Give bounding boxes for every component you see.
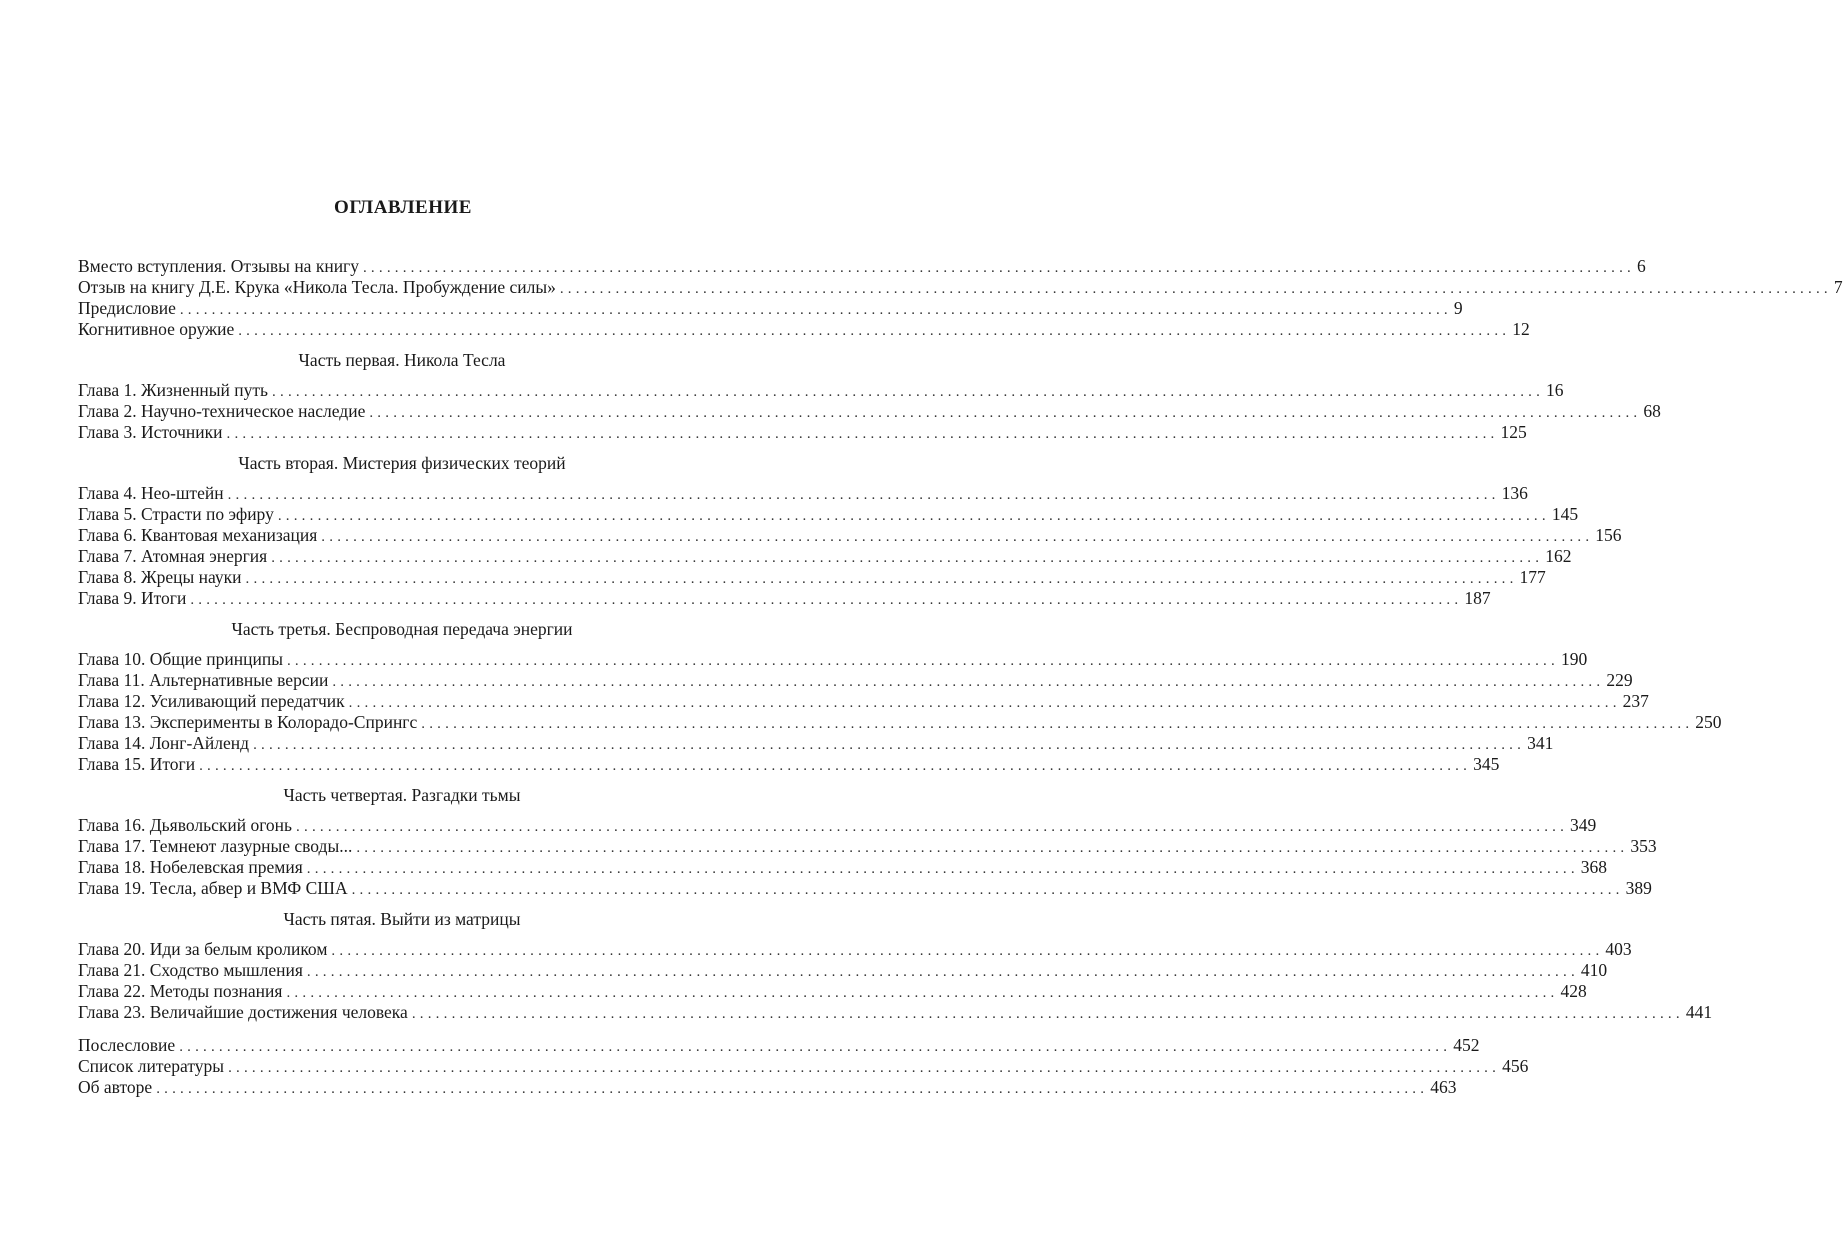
part-chapters [78, 380, 1661, 443]
toc-entry[interactable] [78, 422, 1527, 443]
toc-entry-page: 368 [1580, 857, 1608, 877]
toc-entry-page: 250 [1695, 712, 1722, 732]
toc-entry[interactable] [78, 670, 1633, 691]
toc-entry-label: Глава 14. Лонг-Айленд [78, 733, 250, 753]
toc-entry-label: Глава 3. Источники [78, 422, 223, 442]
leader-dots: ................................................................................................................................................................ [362, 260, 1635, 276]
toc-entry-label: Глава 9. Итоги [78, 588, 187, 608]
toc-closing-group [78, 1035, 1529, 1098]
leader-dots: ................................................................................................................................................................ [253, 737, 1526, 753]
toc-entry-page: 7 [1833, 277, 1843, 297]
toc-entry-label: Глава 15. Итоги [78, 754, 196, 774]
toc-entry[interactable] [78, 981, 1587, 1002]
leader-dots: ................................................................................................................................................................ [228, 1060, 1501, 1076]
toc-entry-page: 9 [1453, 298, 1463, 318]
toc-entry-page: 353 [1630, 836, 1657, 856]
toc-entry-page: 389 [1625, 878, 1652, 898]
leader-dots: ................................................................................................................................................................ [190, 592, 1463, 608]
toc-entry-page: 237 [1622, 691, 1649, 711]
leader-dots: ................................................................................................................................................................ [331, 943, 1604, 959]
toc-entry[interactable] [78, 525, 1622, 546]
toc-entry-label: Глава 23. Величайшие достижения человека [78, 1002, 408, 1022]
leader-dots: ................................................................................................................................................................ [199, 758, 1472, 774]
toc-entry-label: Глава 2. Научно-техническое наследие [78, 401, 366, 421]
leader-dots: ................................................................................................................................................................ [286, 653, 1559, 669]
toc-entry-label: Глава 5. Страсти по эфиру [78, 504, 274, 524]
toc-entry-label: Вместо вступления. Отзывы на книгу [78, 256, 359, 276]
toc-entry[interactable] [78, 857, 1608, 878]
toc-entry-page: 156 [1595, 525, 1622, 545]
leader-dots: ................................................................................................................................................................ [226, 426, 1499, 442]
toc-entry[interactable] [78, 401, 1661, 422]
leader-dots: ................................................................................................................................................................ [321, 529, 1594, 545]
toc-entry-page: 12 [1512, 319, 1530, 339]
toc-entry[interactable] [78, 1002, 1713, 1023]
toc-entry-label: Глава 8. Жрецы науки [78, 567, 242, 587]
toc-entry-label: Послесловие [78, 1035, 176, 1055]
toc-entry-label: Глава 22. Методы познания [78, 981, 283, 1001]
toc-entry-page: 177 [1519, 567, 1546, 587]
toc-entry[interactable] [78, 1077, 1457, 1098]
leader-dots: ................................................................................................................................................................ [277, 508, 1550, 524]
toc-entry-label: Глава 19. Тесла, абвер и ВМФ США [78, 878, 348, 898]
toc-entry-page: 441 [1685, 1002, 1713, 1022]
toc-entry[interactable] [78, 836, 1657, 857]
leader-dots: ................................................................................................................................................................ [306, 964, 1579, 980]
toc-entry-page: 452 [1453, 1035, 1480, 1055]
toc-entry-label: Глава 4. Нео-штейн [78, 483, 224, 503]
toc-entry[interactable] [78, 1035, 1480, 1056]
toc-entry[interactable] [78, 691, 1649, 712]
toc-entry-label: Об авторе [78, 1077, 153, 1097]
toc-entry[interactable] [78, 319, 1530, 340]
table-of-contents [78, 196, 1843, 1098]
part-chapters [78, 483, 1622, 609]
toc-entry[interactable] [78, 298, 1463, 319]
toc-entry-page: 16 [1546, 380, 1564, 400]
toc-entry[interactable] [78, 380, 1564, 401]
toc-entry[interactable] [78, 754, 1500, 775]
toc-entry-label: Глава 11. Альтернативные версии [78, 670, 329, 690]
toc-entry-page: 428 [1560, 981, 1587, 1001]
toc-entry-label: Предисловие [78, 298, 176, 318]
toc-entry-label: Глава 1. Жизненный путь [78, 380, 269, 400]
toc-entry-page: 125 [1500, 422, 1527, 442]
toc-entry-label: Глава 21. Сходство мышления [78, 960, 303, 980]
toc-entry-label: Глава 18. Нобелевская премия [78, 857, 303, 877]
toc-title: ОГЛАВЛЕНИЕ [334, 197, 472, 218]
part-heading: Часть вторая. Мистерия физических теорий [238, 453, 566, 473]
leader-dots: ................................................................................................................................................................ [332, 674, 1605, 690]
toc-entry[interactable] [78, 960, 1608, 981]
leader-dots: ................................................................................................................................................................ [286, 985, 1559, 1001]
leader-dots: ................................................................................................................................................................ [179, 1039, 1452, 1055]
part-heading: Часть пятая. Выйти из матрицы [283, 909, 521, 929]
toc-entry-page: 190 [1560, 649, 1588, 669]
toc-entry[interactable] [78, 277, 1843, 298]
part-heading: Часть первая. Никола Тесла [298, 350, 506, 370]
toc-entry-label: Когнитивное оружие [78, 319, 235, 339]
part-chapters [78, 649, 1722, 775]
toc-entry[interactable] [78, 483, 1528, 504]
toc-entry[interactable] [78, 649, 1588, 670]
leader-dots: ................................................................................................................................................................ [156, 1081, 1429, 1097]
toc-entry-label: Отзыв на книгу Д.Е. Крука «Никола Тесла. Пробуждение силы» [78, 277, 556, 297]
toc-entry-page: 145 [1551, 504, 1579, 524]
part-heading: Часть третья. Беспроводная передача энергии [231, 619, 573, 639]
toc-entry-page: 463 [1430, 1077, 1457, 1097]
toc-entry[interactable] [78, 588, 1491, 609]
toc-entry-label: Глава 10. Общие принципы [78, 649, 283, 669]
leader-dots: ................................................................................................................................................................ [296, 819, 1569, 835]
toc-entry[interactable] [78, 546, 1572, 567]
leader-dots: ................................................................................................................................................................ [348, 695, 1621, 711]
toc-entry[interactable] [78, 815, 1597, 836]
toc-entry[interactable] [78, 733, 1554, 754]
leader-dots: ................................................................................................................................................................ [227, 487, 1500, 503]
toc-entry-label: Глава 17. Темнеют лазурные своды... [78, 836, 353, 856]
toc-entry[interactable] [78, 878, 1652, 899]
leader-dots: ................................................................................................................................................................ [238, 323, 1511, 339]
toc-entry-label: Глава 7. Атомная энергия [78, 546, 268, 566]
toc-entry[interactable] [78, 256, 1646, 277]
leader-dots: ................................................................................................................................................................ [271, 550, 1544, 566]
toc-entry-page: 341 [1527, 733, 1554, 753]
toc-entry-page: 403 [1605, 939, 1632, 959]
toc-entry-page: 187 [1464, 588, 1491, 608]
leader-dots: ................................................................................................................................................................ [356, 840, 1629, 856]
toc-entry[interactable] [78, 712, 1722, 733]
toc-intro-group [78, 256, 1843, 340]
leader-dots: ................................................................................................................................................................ [369, 405, 1642, 421]
toc-entry-page: 456 [1502, 1056, 1529, 1076]
part-chapters [78, 815, 1657, 899]
toc-entry-label: Глава 12. Усиливающий передатчик [78, 691, 345, 711]
toc-entry-page: 229 [1606, 670, 1633, 690]
leader-dots: ................................................................................................................................................................ [411, 1006, 1684, 1022]
leader-dots: ................................................................................................................................................................ [421, 716, 1694, 732]
toc-entry[interactable] [78, 1056, 1529, 1077]
toc-entry-label: Глава 13. Эксперименты в Колорадо-Спрингс [78, 712, 418, 732]
toc-entry-page: 68 [1643, 401, 1661, 421]
toc-entry-page: 6 [1636, 256, 1646, 276]
part-chapters [78, 939, 1713, 1023]
toc-entry[interactable] [78, 504, 1579, 525]
toc-entry-label: Глава 16. Дьявольский огонь [78, 815, 293, 835]
toc-entry-page: 345 [1473, 754, 1500, 774]
leader-dots: ................................................................................................................................................................ [559, 281, 1832, 297]
toc-entry-page: 136 [1501, 483, 1528, 503]
leader-dots: ................................................................................................................................................................ [245, 571, 1518, 587]
toc-entry-label: Список литературы [78, 1056, 225, 1076]
toc-entry-label: Глава 6. Квантовая механизация [78, 525, 318, 545]
leader-dots: ................................................................................................................................................................ [272, 384, 1545, 400]
leader-dots: ................................................................................................................................................................ [306, 861, 1579, 877]
toc-entry-page: 410 [1580, 960, 1608, 980]
toc-entry[interactable] [78, 939, 1632, 960]
toc-entry[interactable] [78, 567, 1546, 588]
leader-dots: ................................................................................................................................................................ [179, 302, 1452, 318]
part-heading: Часть четвертая. Разгадки тьмы [283, 785, 521, 805]
toc-entry-page: 162 [1545, 546, 1572, 566]
toc-entry-page: 349 [1570, 815, 1597, 835]
toc-entry-label: Глава 20. Иди за белым кроликом [78, 939, 328, 959]
leader-dots: ................................................................................................................................................................ [351, 882, 1624, 898]
